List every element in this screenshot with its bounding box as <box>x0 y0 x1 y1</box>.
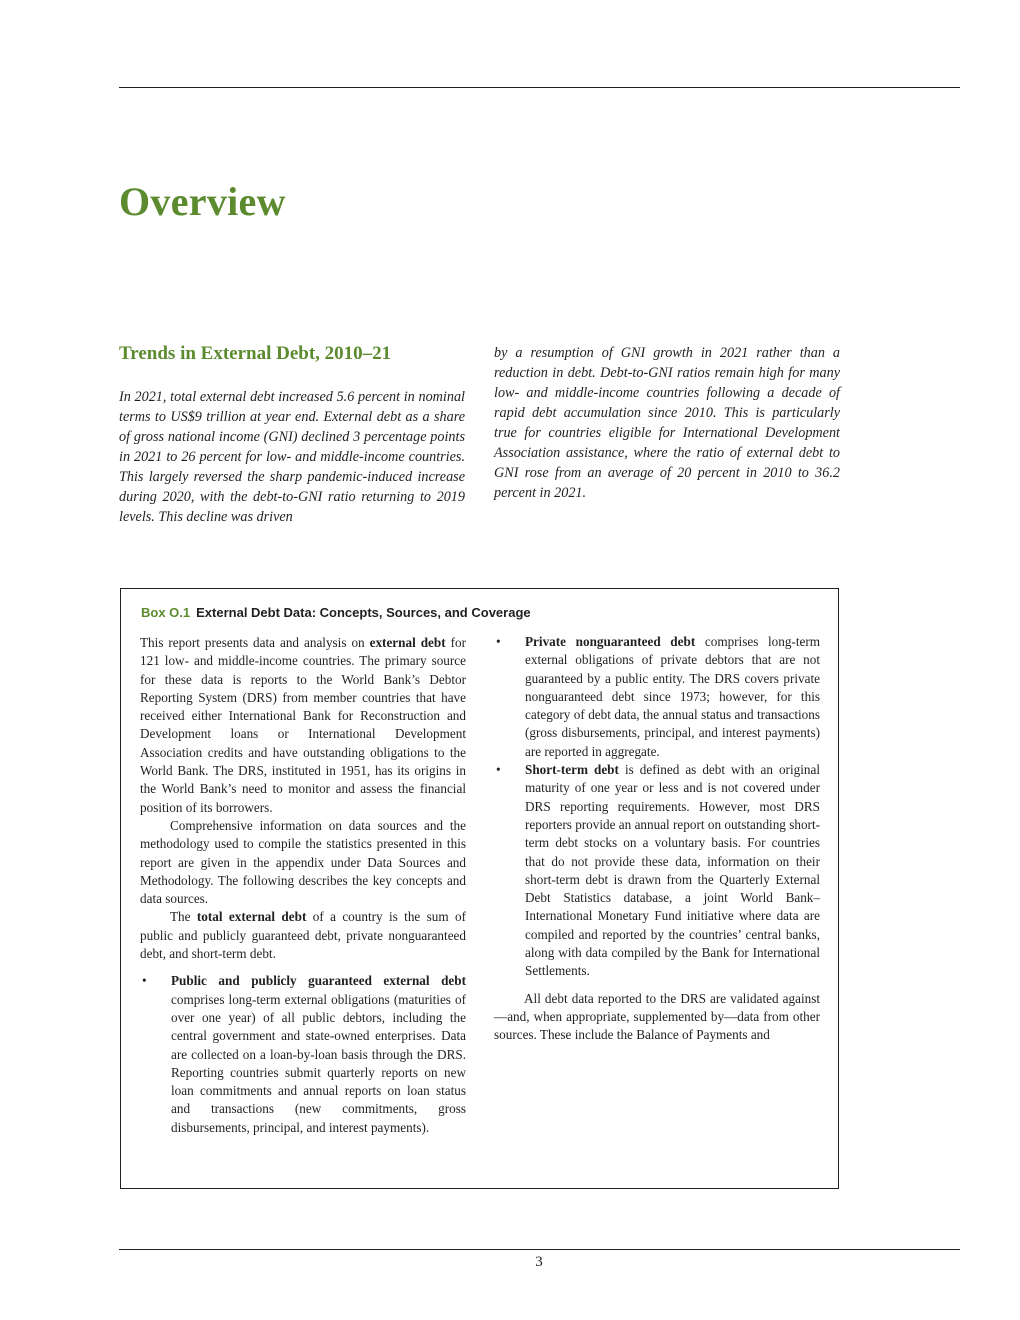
lead-paragraph-left: In 2021, total external debt increased 5.6 percent in nominal terms to US$9 trillion at year end. External debt as a share of gross national income (GNI) declined 3 percentage points in 2021 to 26 percent for low- and middle-income countries. This largely reversed the sharp pandemic-induced increase during 2020, with the debt-to-GNI ratio returning to 2019 levels. This decline was driven <box>119 389 465 525</box>
page-number: 3 <box>535 1254 543 1270</box>
bottom-rule <box>119 1249 960 1250</box>
top-rule <box>119 87 960 88</box>
box-paragraph-intro: This report presents data and analysis on external debt for 121 low- and middle-income countries. The primary source for these data is reports to the World Bank’s Debtor Reporting System (DRS) from member countries that have received either International Bank for Reconstruction and Development loans or International Development Association credits and have outstanding obligations to the World Bank. The DRS, instituted in 1951, has its origins in the World Bank’s need to monitor and assess the financial position of its borrowers. <box>140 635 466 815</box>
bullet-icon: • <box>496 634 501 649</box>
bullet-term: Private nonguaranteed debt <box>525 634 696 649</box>
bullet-item-short-term-debt: • Short-term debt is defined as debt with an original maturity of one year or less and is not covered under DRS reporting requirements. However, most DRS reporters provide an annual report on outstanding short-term debt stocks on a voluntary basis. For countries that do not provide these data, information on their short-term debt is drawn from the Quarterly External Debt Statistics database, a joint World Bank–International Monetary Fund initiative where data are compiled and reported by the countries’ central banks, along with data compiled by the Bank for International Settlements. <box>496 762 820 979</box>
box-paragraph-validation: All debt data reported to the DRS are validated against—and, when appropriate, supplemented by—data from other sources. These include the Balance of Payments and <box>494 990 820 1043</box>
box-flow-layer <box>120 588 839 1189</box>
bullet-term: Short-term debt <box>525 762 619 778</box>
term-total-external-debt: total external debt <box>196 909 307 925</box>
section-title: Trends in External Debt, 2010–21 <box>119 343 392 364</box>
box-column-right <box>494 633 820 1045</box>
box-label: Box O.1 <box>141 605 191 620</box>
bullet-icon: • <box>142 973 147 989</box>
box-paragraph-sources: Comprehensive information on data sources and the methodology used to compile the statistics presented in this report are given in the appendix under Data Sources and Methodology. The following describes the key concepts and data sources. <box>140 817 466 907</box>
bullet-icon: • <box>496 762 501 778</box>
bullet-item-private-debt: • Private nonguaranteed debt comprises long-term external obligations of private debtors that are not guaranteed by a public entity. The DRS covers private nonguaranteed debt since 1973; however, for this category of debt data, the annual status and transactions (gross disbursements, principal, and interest payments) are reported in aggregate. <box>496 634 820 759</box>
term-public-guaranteed-debt: Public and publicly guaranteed external debt <box>171 973 466 989</box>
lead-paragraph-right: by a resumption of GNI growth in 2021 rather than a reduction in debt. Debt-to-GNI ratios remain high for many low- and middle-income countries following a decade of rapid debt accumulation since 2010. This is particularly true for countries eligible for International Development Association assistance, where the ratio of external debt to GNI rose from an average of 20 percent in 2010 to 36.2 percent in 2021. <box>494 345 840 501</box>
page-title: Overview <box>119 179 286 224</box>
box-title: External Debt Data: Concepts, Sources, and Coverage <box>196 605 531 620</box>
term-external-debt: external debt <box>369 635 446 650</box>
box-paragraph-total-debt: The total external debt of a country is the sum of public and publicly guaranteed debt, private nonguaranteed debt, and short-term debt. <box>140 909 466 962</box>
bullet-item-public-debt: • Public and publicly guaranteed external debt comprises long-term external obligations (maturities of over one year) of all public debtors, including the central government and state-owned enterprises. Data are collected on a loan-by-loan basis through the DRS. Reporting countries submit quarterly reports on new loan commitments and annual reports on loan status and transactions (new commitments, gross disbursements, principal, and interest payments). <box>142 973 466 1135</box>
